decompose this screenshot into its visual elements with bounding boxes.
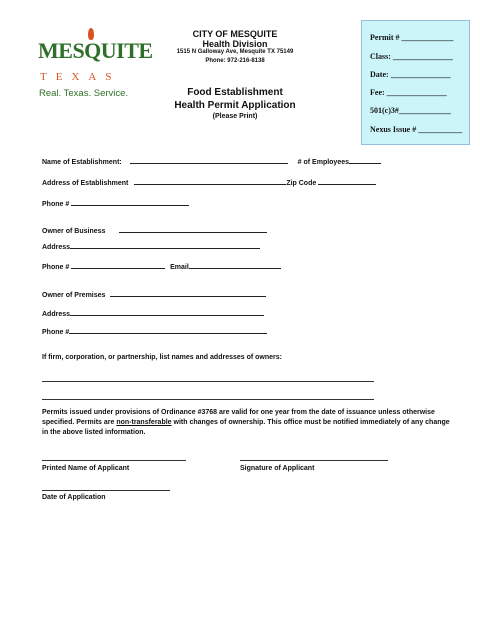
city-name: CITY OF MESQUITE xyxy=(192,29,278,39)
owner-business-row xyxy=(42,226,267,235)
owner-business-input[interactable] xyxy=(119,226,267,233)
owner-premises-row xyxy=(42,290,266,299)
owner-phone-input[interactable] xyxy=(71,262,165,269)
employees-label: # of Employees xyxy=(297,159,350,166)
logo-word: MESQUITE xyxy=(38,38,153,63)
logo-state: TEXAS xyxy=(40,71,121,83)
owner-premises-input[interactable] xyxy=(110,290,266,297)
date-field: Date: _______________ xyxy=(370,70,451,79)
premises-address-input[interactable] xyxy=(70,309,264,316)
nexus-issue-field: Nexus Issue # ___________ xyxy=(370,125,463,134)
establishment-address-input[interactable] xyxy=(134,178,286,185)
permit-notice xyxy=(42,408,457,438)
email-label: Email xyxy=(170,264,189,271)
class-field: Class: _______________ xyxy=(370,52,453,61)
owner-address-label: Address xyxy=(42,244,71,251)
zip-label: Zip Code xyxy=(286,180,317,187)
501c3-field: 501(c)3#_____________ xyxy=(370,106,451,115)
printed-name-label: Printed Name of Applicant xyxy=(42,465,130,472)
email-input[interactable] xyxy=(189,262,281,269)
fee-field: Fee: _______________ xyxy=(370,88,447,97)
phone-row xyxy=(42,199,189,208)
premises-phone-label: Phone # xyxy=(42,329,70,336)
logo-tagline: Real. Texas. Service. xyxy=(39,88,129,99)
zip-input[interactable] xyxy=(318,178,376,185)
division-address: 1515 N Galloway Ave, Mesquite TX 75149 xyxy=(176,49,294,55)
form-title-line1: Food Establishment xyxy=(187,87,283,98)
permit-number-field: Permit # _____________ xyxy=(370,33,454,42)
premises-phone-row xyxy=(42,327,267,336)
establishment-name-input[interactable] xyxy=(130,157,288,164)
phone-label: Phone # xyxy=(42,201,70,208)
premises-address-label: Address xyxy=(42,311,71,318)
owner-phone-label: Phone # xyxy=(42,264,70,271)
premises-address-row xyxy=(42,309,264,318)
notice-underlined: non-transferable xyxy=(116,419,172,426)
division-name: Health Division xyxy=(202,39,268,49)
firm-owners-label: If firm, corporation, or partnership, list names and addresses of owners: xyxy=(42,354,282,361)
application-date-label: Date of Application xyxy=(42,494,106,501)
printed-name-line[interactable] xyxy=(42,460,186,461)
owner-phone-email-row xyxy=(42,262,281,271)
form-title-line2: Health Permit Application xyxy=(174,100,296,111)
premises-phone-input[interactable] xyxy=(69,327,267,334)
firm-owners-line-2[interactable] xyxy=(42,399,374,400)
application-date-line[interactable] xyxy=(42,490,170,491)
notice-text-2: with changes of ownership. This office must be notified immediately of any change in the above listed information. xyxy=(42,419,450,436)
establishment-name-row xyxy=(42,157,381,166)
firm-owners-line-1[interactable] xyxy=(42,381,374,382)
print-note: (Please Print) xyxy=(212,113,258,120)
owner-address-row xyxy=(42,242,260,251)
employees-input[interactable] xyxy=(349,157,381,164)
signature-label: Signature of Applicant xyxy=(240,465,315,472)
office-use-box xyxy=(361,20,470,145)
owner-address-input[interactable] xyxy=(70,242,260,249)
signature-line[interactable] xyxy=(240,460,388,461)
establishment-name-label: Name of Establishment: xyxy=(42,159,122,166)
establishment-address-label: Address of Establishment xyxy=(42,180,129,187)
division-phone: Phone: 972-216-8138 xyxy=(205,58,265,64)
notice-text-1: Permits issued under provisions of Ordinance #3768 are valid for one year from the date of issuance unless otherwise specified. Permits are xyxy=(42,409,435,426)
phone-input[interactable] xyxy=(71,199,189,206)
establishment-address-row xyxy=(42,178,376,187)
owner-premises-label: Owner of Premises xyxy=(42,292,106,299)
owner-business-label: Owner of Business xyxy=(42,228,106,235)
